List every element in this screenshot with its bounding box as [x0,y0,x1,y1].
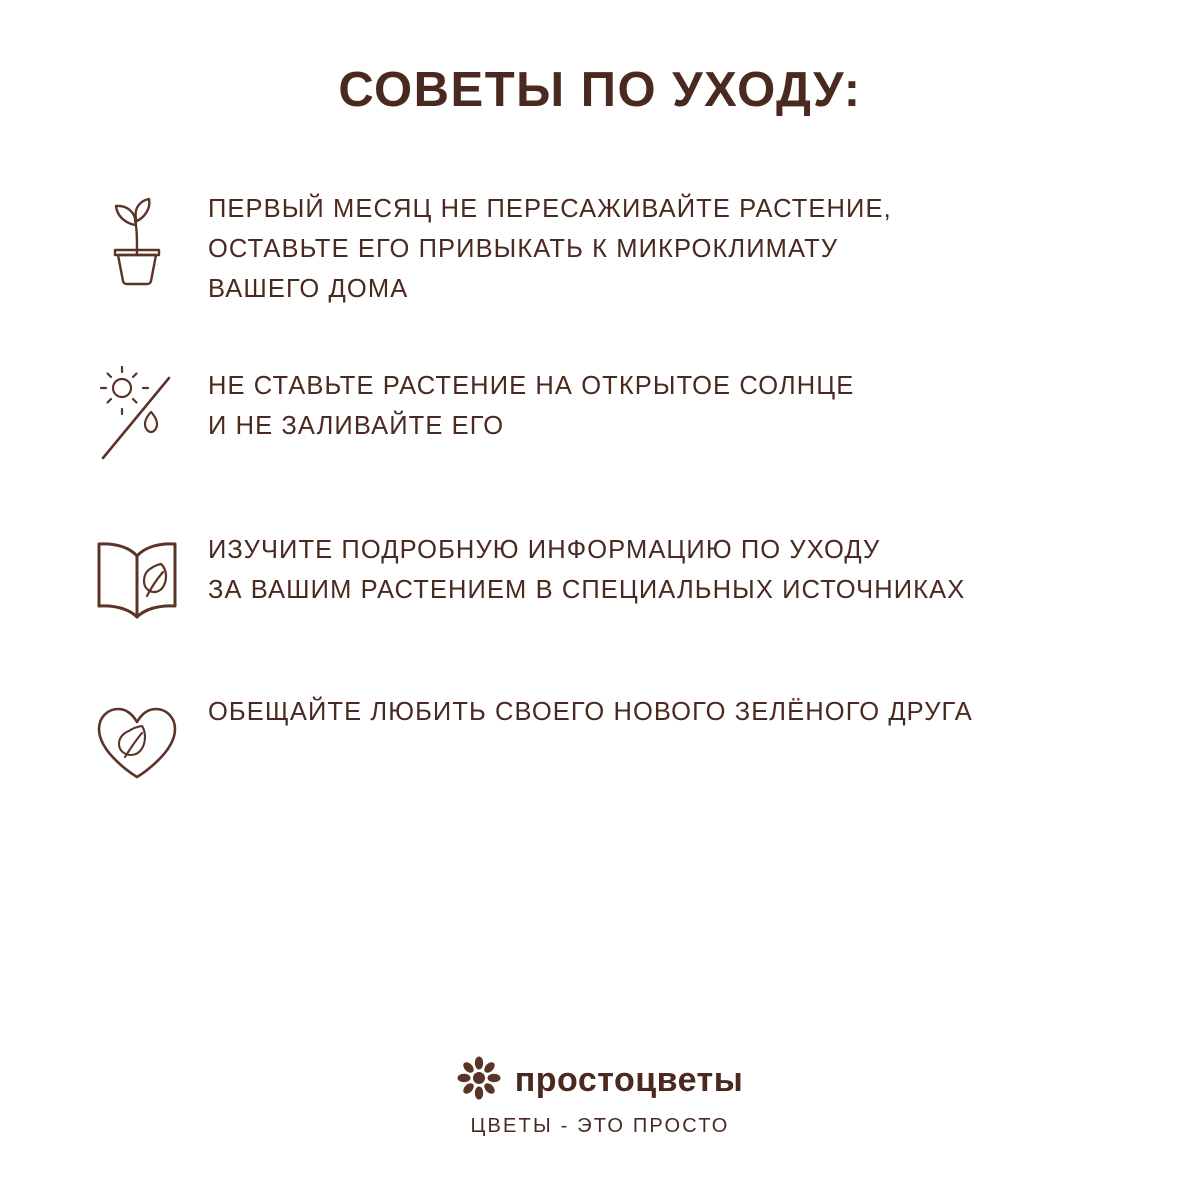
tip-line: И НЕ ЗАЛИВАЙТЕ ЕГО [208,412,505,441]
tip-line: ЗА ВАШИМ РАСТЕНИЕМ В СПЕЦИАЛЬНЫХ ИСТОЧНИКАХ [208,576,966,605]
no-sun-no-watering-icon [82,361,192,471]
tip-line: ВАШЕГО ДОМА [208,274,409,303]
list-item [82,525,1140,635]
flower-logo-icon [457,1056,501,1105]
list-item [82,687,1140,797]
open-book-icon [82,525,192,635]
brand-footer [0,1056,1200,1138]
list-item-text [192,687,973,733]
tips-list [0,184,1200,797]
tip-line: НЕ СТАВЬТЕ РАСТЕНИЕ НА ОТКРЫТОЕ СОЛНЦЕ [208,372,855,401]
tip-line: ПЕРВЫЙ МЕСЯЦ НЕ ПЕРЕСАЖИВАЙТЕ РАСТЕНИЕ, [208,195,892,223]
tip-line: ОБЕЩАЙТЕ ЛЮБИТЬ СВОЕГО НОВОГО ЗЕЛЁНОГО ДРУГА [208,698,973,727]
list-item [82,361,1140,471]
brand-tagline: ЦВЕТЫ - ЭТО ПРОСТО [470,1115,730,1137]
page-title: СОВЕТЫ ПО УХОДУ: [338,63,862,117]
brand-row [0,1056,1200,1105]
tip-line: ИЗУЧИТЕ ПОДРОБНУЮ ИНФОРМАЦИЮ ПО УХОДУ [208,536,881,565]
tip-line: ОСТАВЬТЕ ЕГО ПРИВЫКАТЬ К МИКРОКЛИМАТУ [208,234,839,263]
list-item-text [192,361,854,447]
list-item-text [192,525,965,611]
brand-name: простоцветы [514,1061,744,1099]
list-item [82,184,1140,309]
list-item-text [192,184,892,309]
potted-plant-icon [82,184,192,294]
heart-leaf-icon [82,687,192,797]
